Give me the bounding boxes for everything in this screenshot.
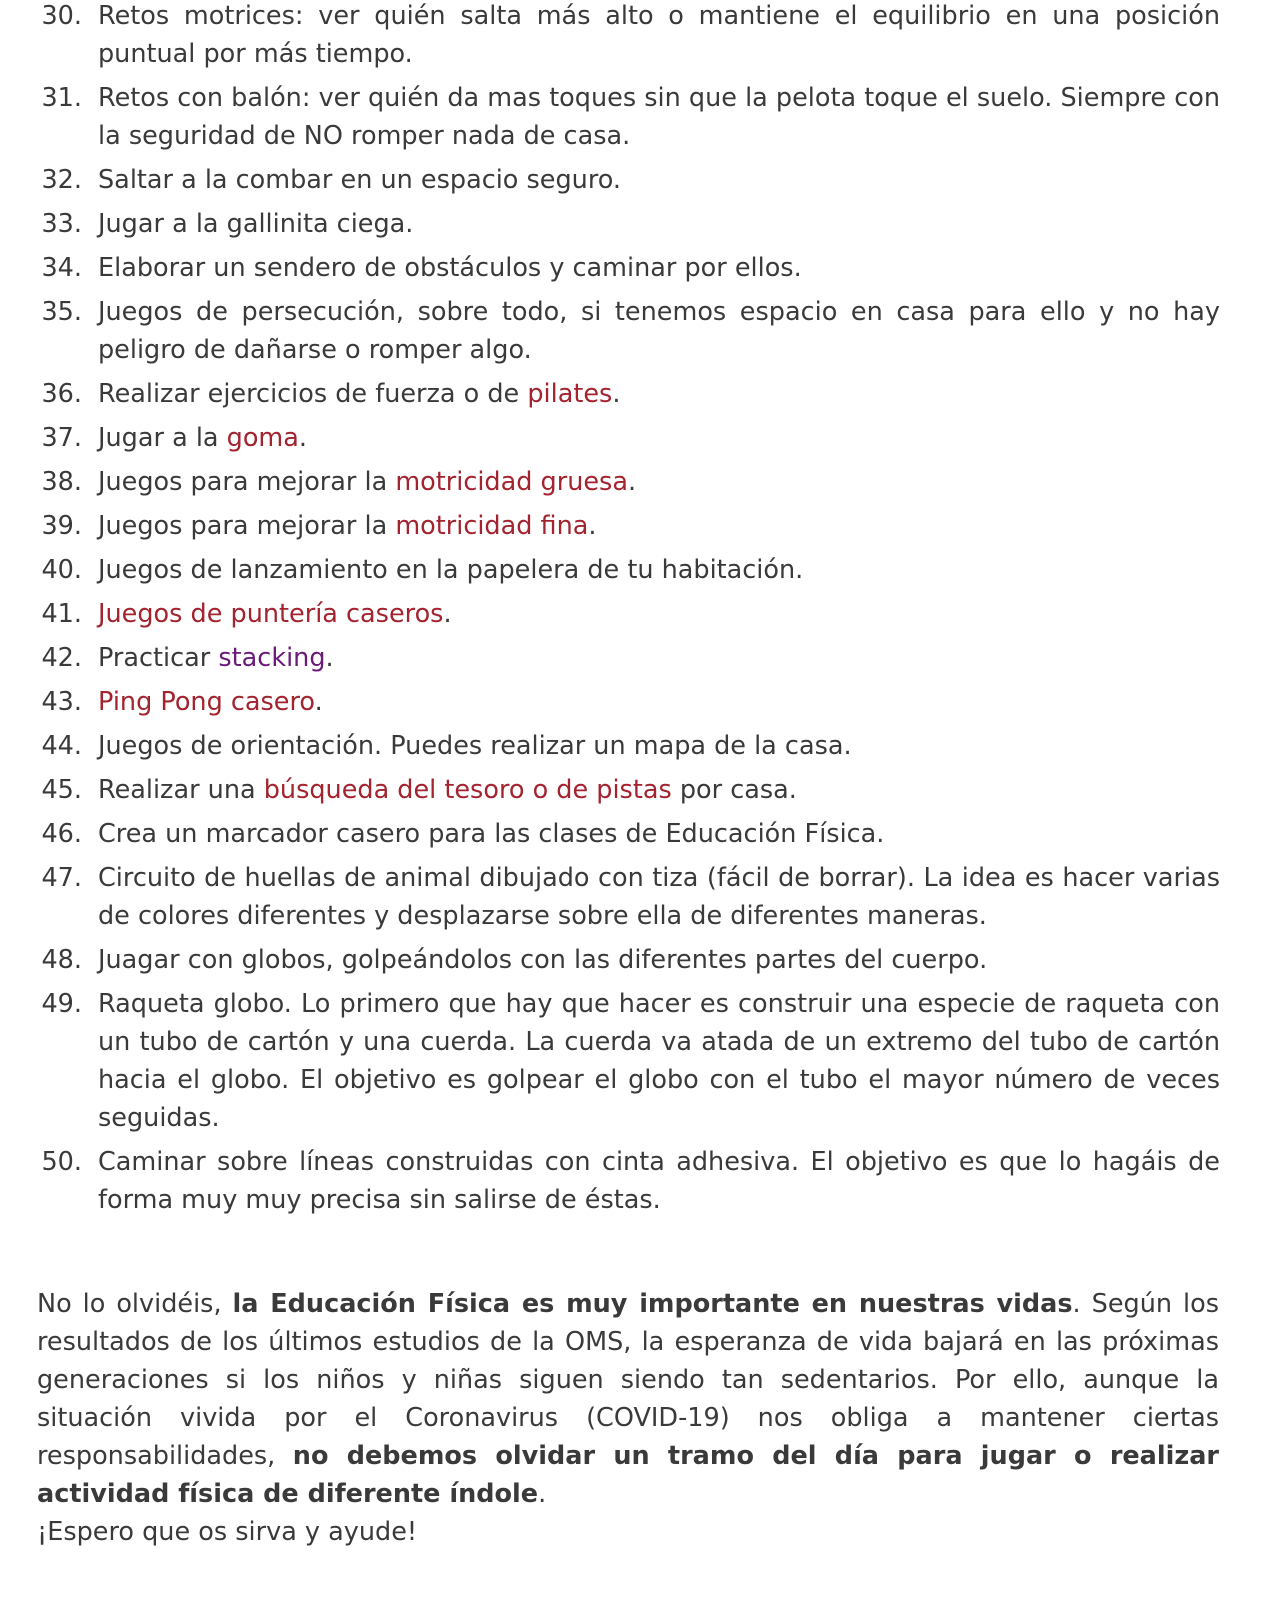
list-item: 42. Practicar stacking. — [41, 643, 334, 673]
link-ping-pong-casero[interactable]: Ping Pong casero — [98, 687, 315, 717]
list-item: 38. Juegos para mejorar la motricidad gruesa. — [41, 467, 637, 497]
list-item: 50. Caminar sobre líneas construidas con cinta adhesiva. El objetivo es que lo hagáis de forma muy muy precisa sin salirse de éstas. — [41, 1147, 1220, 1215]
list-item: 36. Realizar ejercicios de fuerza o de pilates. — [41, 379, 621, 409]
closing-emphasis-2: no debemos olvidar un tramo del día para jugar o realizar actividad física de diferente índole — [37, 1441, 1219, 1509]
link-goma[interactable]: goma — [226, 423, 299, 453]
link-motricidad-gruesa[interactable]: motricidad gruesa — [395, 467, 628, 497]
closing-paragraph — [37, 1285, 1219, 1551]
list-item: 32. Saltar a la combar en un espacio seguro. — [41, 165, 622, 195]
list-item: 48. Juagar con globos, golpeándolos con las diferentes partes del cuerpo. — [41, 945, 988, 975]
list-item: 45. Realizar una búsqueda del tesoro o de pistas por casa. — [41, 775, 797, 805]
list-item: 37. Jugar a la goma. — [41, 423, 308, 453]
list-item: 46. Crea un marcador casero para las clases de Educación Física. — [41, 819, 885, 849]
sign-off: ¡Espero que os sirva y ayude! — [37, 1517, 418, 1547]
closing-emphasis-1: la Educación Física es muy importante en nuestras vidas — [232, 1289, 1073, 1319]
list-item: 40. Juegos de lanzamiento en la papelera de tu habitación. — [41, 555, 804, 585]
link-motricidad-fina[interactable]: motricidad fina — [395, 511, 589, 541]
link-punteria-caseros[interactable]: Juegos de puntería caseros — [98, 599, 444, 629]
list-item: 43. Ping Pong casero. — [41, 687, 323, 717]
link-pilates[interactable]: pilates — [527, 379, 613, 409]
list-item: 47. Circuito de huellas de animal dibujado con tiza (fácil de borrar). La idea es hacer varias de colores diferentes y desplazarse sobre ella de diferentes maneras. — [41, 863, 1220, 931]
list-item: 33. Jugar a la gallinita ciega. — [41, 209, 414, 239]
list-item: 39. Juegos para mejorar la motricidad fina. — [41, 511, 597, 541]
link-stacking[interactable]: stacking — [218, 643, 326, 673]
list-item: 30. Retos motrices: ver quién salta más alto o mantiene el equilibrio en una posición puntual por más tiempo. — [41, 1, 1220, 69]
closing-text: No lo olvidéis, la Educación Física es muy importante en nuestras vidas. Según los resultados de los últimos estudios de la OMS, la esperanza de vida bajará en las próximas generaciones si los niños y niñas siguen siendo tan sedentarios. Por ello, aunque la situación vivida por el Coronavirus (COVID-19) nos obliga a mantener ciertas responsabilidades, no debemos olvidar un tramo del día para jugar o realizar actividad física de diferente índole. — [37, 1289, 1219, 1509]
link-busqueda-tesoro[interactable]: búsqueda del tesoro o de pistas — [263, 775, 672, 805]
list-item: 49. Raqueta globo. Lo primero que hay que hacer es construir una especie de raqueta con un tubo de cartón y una cuerda. La cuerda va atada de un extremo del tubo de cartón hacia el globo. El objetivo es golpear el globo con el tubo el mayor número de veces seguidas. — [41, 989, 1220, 1133]
list-item: 41. Juegos de puntería caseros. — [41, 599, 452, 629]
list-item: 34. Elaborar un sendero de obstáculos y caminar por ellos. — [41, 253, 802, 283]
list-item: 35. Juegos de persecución, sobre todo, si tenemos espacio en casa para ello y no hay peligro de dañarse o romper algo. — [41, 297, 1220, 365]
list-item: 44. Juegos de orientación. Puedes realizar un mapa de la casa. — [41, 731, 852, 761]
list-item: 31. Retos con balón: ver quién da mas toques sin que la pelota toque el suelo. Siempre con la seguridad de NO romper nada de casa. — [41, 83, 1220, 151]
